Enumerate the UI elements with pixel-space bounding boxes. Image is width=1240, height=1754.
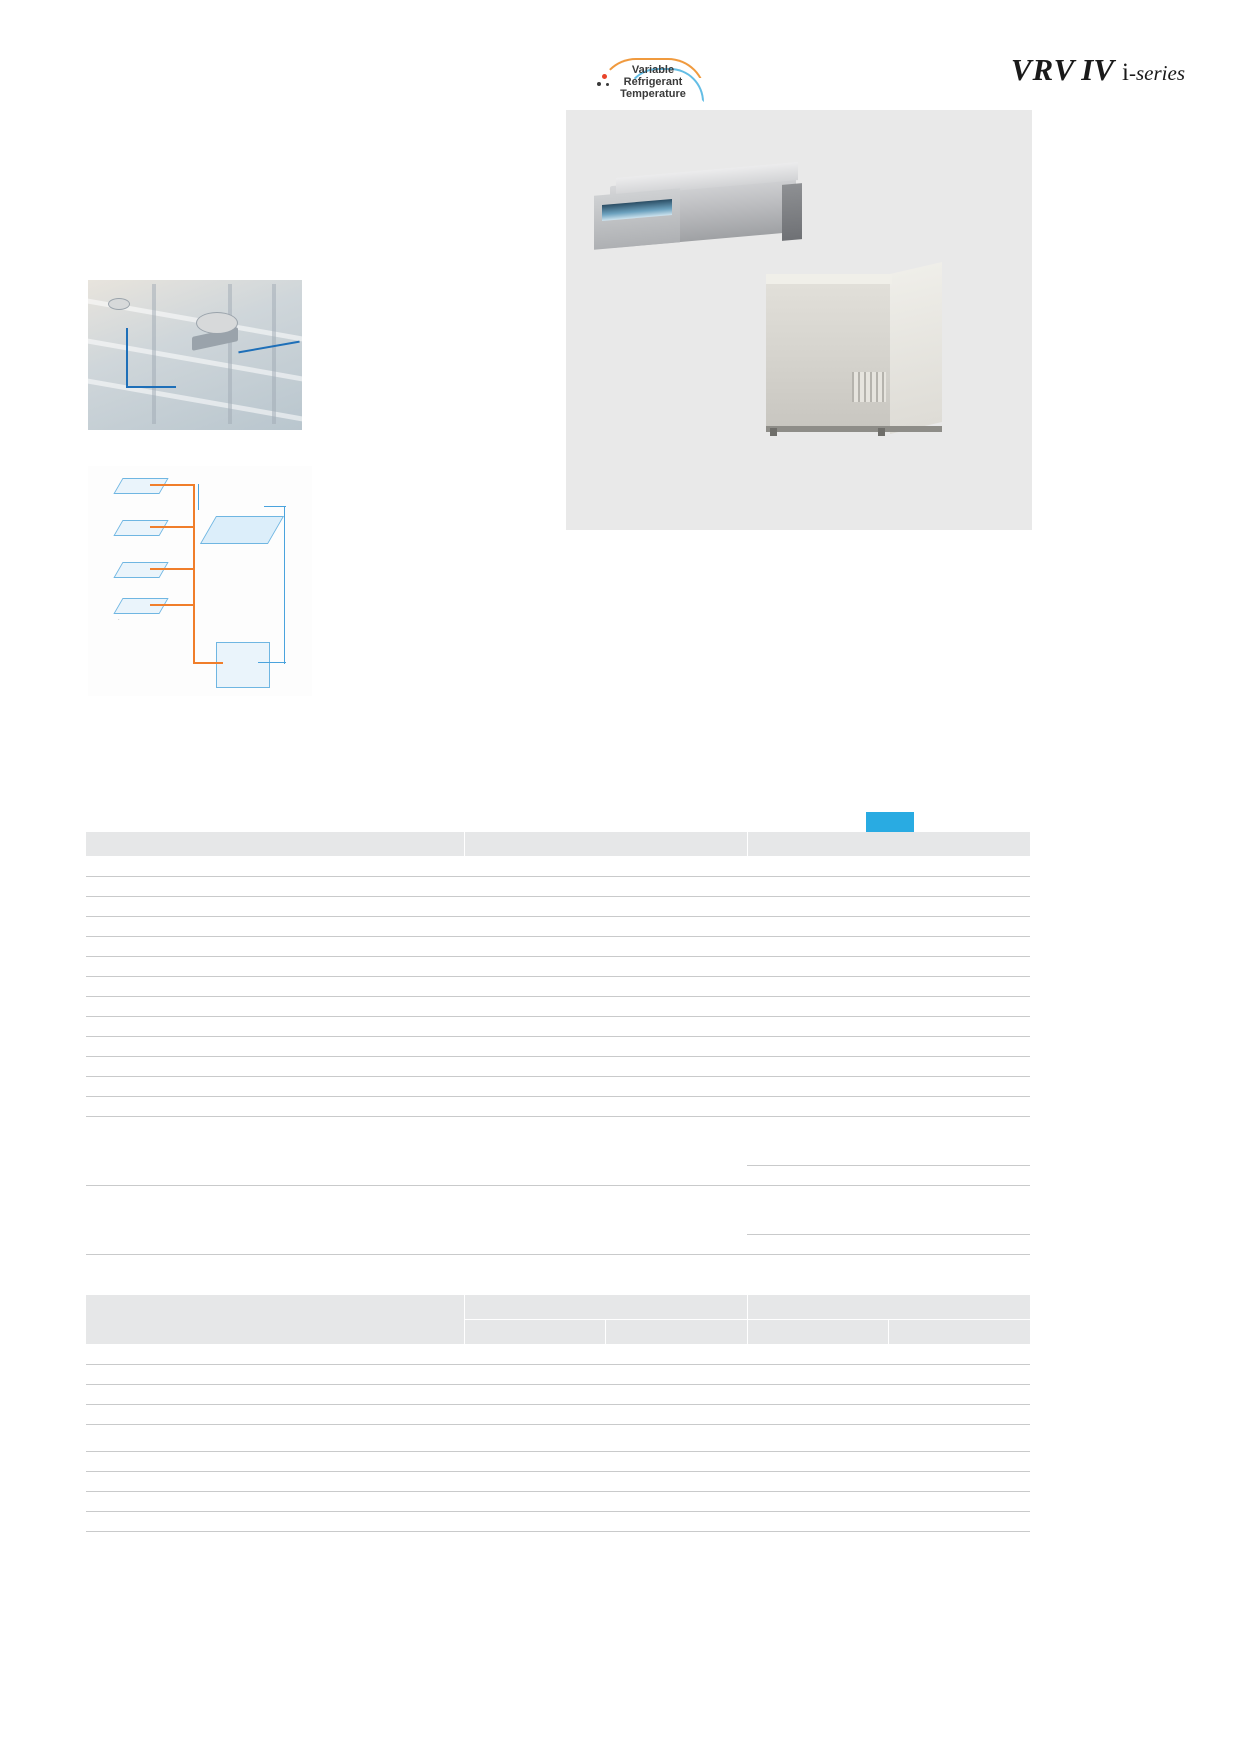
table-row [86, 1295, 1030, 1320]
table2-value-cell [605, 1425, 747, 1452]
table2-header-cell [747, 1295, 1030, 1320]
vrt-dot-icon [597, 82, 601, 86]
table2-label-cell [86, 1405, 464, 1425]
building-outdoor-unit [196, 312, 238, 334]
table1-label-cell [86, 1097, 464, 1117]
table1-value-cell [747, 997, 1030, 1017]
table1-label-cell [86, 857, 464, 877]
table1-value-cell [464, 877, 747, 897]
page-title [1011, 52, 1185, 88]
table1-value-cell [464, 1037, 747, 1057]
table2-value-cell [747, 1512, 888, 1532]
table2-value-cell [464, 1492, 605, 1512]
table1-value-cell [464, 897, 747, 917]
table1-value-cell [464, 917, 747, 937]
table2-label-cell [86, 1492, 464, 1512]
table2-value-cell [464, 1365, 605, 1385]
table1-label-cell [86, 1141, 464, 1166]
table2-value-cell [605, 1512, 747, 1532]
table1-header-cell [747, 832, 1030, 857]
system-schematic-diagram [88, 466, 312, 696]
table2-label-cell [86, 1512, 464, 1532]
schematic-pipe-blue [258, 662, 286, 663]
table2-label-cell [86, 1365, 464, 1385]
section-accent-tab [866, 812, 914, 834]
building-arrow-line [238, 341, 299, 354]
table-row [86, 1405, 1030, 1425]
schematic-pipe [150, 568, 194, 570]
table2-subheader-cell [888, 1320, 1030, 1345]
table2-label-cell [86, 1345, 464, 1365]
building-illustration [88, 280, 302, 430]
schematic-bs-unit [200, 516, 284, 544]
table1-value-cell [747, 1210, 1030, 1235]
table2-value-cell [464, 1425, 605, 1452]
table-row [86, 1235, 1030, 1255]
table1-label-cell [86, 1017, 464, 1037]
building-pipe-line [126, 328, 128, 388]
table2-label-cell [86, 1452, 464, 1472]
table-row [86, 877, 1030, 897]
table1-value-cell [747, 1186, 1030, 1211]
schematic-indoor-unit [113, 562, 168, 578]
table-row [86, 1255, 1030, 1275]
table1-header-cell [86, 832, 464, 857]
table2-value-cell [747, 1365, 888, 1385]
table-row [86, 917, 1030, 937]
vrt-line-1: Variable [631, 64, 675, 76]
table2-value-cell [747, 1405, 888, 1425]
building-wall [152, 284, 156, 424]
table2-value-cell [747, 1452, 888, 1472]
table1-label-cell [86, 897, 464, 917]
schematic-pipe [193, 662, 223, 664]
schematic-pipe [150, 526, 194, 528]
table-row [86, 1117, 1030, 1142]
table2-label-cell [86, 1385, 464, 1405]
table1-value-cell [747, 1017, 1030, 1037]
building-roof-unit [108, 298, 130, 310]
table1-label-cell [86, 1037, 464, 1057]
table-row [86, 1492, 1030, 1512]
table2-value-cell [888, 1345, 1030, 1365]
table-row [86, 1385, 1030, 1405]
schematic-pipe-blue [264, 506, 286, 507]
table2-value-cell [605, 1472, 747, 1492]
table-row [86, 1166, 1030, 1186]
table1-value-cell [464, 1141, 747, 1166]
table1-label-cell [86, 917, 464, 937]
table1-value-cell [464, 957, 747, 977]
schematic-pipe [150, 604, 194, 606]
table-row [86, 857, 1030, 877]
table1-value-cell [464, 857, 747, 877]
table-row [86, 997, 1030, 1017]
outdoor-unit-image [766, 268, 946, 436]
table2-subheader-cell [464, 1320, 605, 1345]
table2-value-cell [464, 1385, 605, 1405]
table-row [86, 1472, 1030, 1492]
table-row [86, 897, 1030, 917]
table1-value-cell [747, 977, 1030, 997]
table1-header-cell [464, 832, 747, 857]
table1-value-cell [464, 1077, 1030, 1097]
table1-value-cell [464, 1166, 747, 1186]
table-row [86, 1057, 1030, 1077]
table2-value-cell [747, 1345, 888, 1365]
table2-header-cell [86, 1295, 464, 1345]
table1-label-cell [86, 877, 464, 897]
table2-value-cell [605, 1365, 747, 1385]
specifications-table-2 [86, 1295, 1030, 1532]
table2-value-cell [605, 1452, 747, 1472]
table1-value-cell [747, 917, 1030, 937]
table1-value-cell [747, 1141, 1030, 1166]
outdoor-unit-base [766, 426, 942, 432]
table1-value-cell [747, 897, 1030, 917]
table1-label-cell [86, 957, 464, 977]
table-row [86, 1365, 1030, 1385]
table1-value-cell [464, 997, 747, 1017]
table2-value-cell [888, 1492, 1030, 1512]
specifications-table-1 [86, 832, 1030, 1274]
table1-value-cell [464, 937, 747, 957]
building-pipe-line [126, 386, 176, 388]
table1-value-cell [464, 1235, 747, 1255]
brand-vrv: VRV [1010, 52, 1076, 87]
table1-label-cell [86, 1235, 464, 1255]
table-row [86, 1017, 1030, 1037]
table1-value-cell [464, 1117, 747, 1142]
table2-value-cell [888, 1405, 1030, 1425]
table2-subheader-cell [605, 1320, 747, 1345]
table1-value-cell [464, 1017, 747, 1037]
table-row [86, 1186, 1030, 1211]
duct-side-shape [782, 183, 802, 241]
table1-value-cell [464, 1210, 747, 1235]
table-row [86, 977, 1030, 997]
table-row [86, 1452, 1030, 1472]
table1-label-cell [86, 1077, 464, 1097]
schematic-outdoor-unit [216, 642, 270, 688]
table2-value-cell [888, 1452, 1030, 1472]
table1-value-cell [747, 957, 1030, 977]
schematic-pipe-blue [198, 484, 199, 510]
table1-label-cell [86, 997, 464, 1017]
schematic-indoor-unit [113, 520, 168, 536]
table1-label-cell [86, 1255, 464, 1275]
table2-value-cell [888, 1385, 1030, 1405]
table2-value-cell [747, 1472, 888, 1492]
table1-value-cell [747, 1057, 1030, 1077]
table1-body [86, 832, 1030, 1274]
table1-label-cell [86, 937, 464, 957]
outdoor-unit-top-panel [766, 274, 892, 284]
table-row [86, 957, 1030, 977]
outdoor-unit-side-panel [890, 262, 942, 434]
outdoor-unit-louver [852, 372, 886, 402]
table-row [86, 1425, 1030, 1452]
outdoor-unit-foot [770, 428, 777, 436]
table2-value-cell [464, 1472, 605, 1492]
table2-value-cell [464, 1452, 605, 1472]
table1-value-cell [464, 1057, 747, 1077]
schematic-pipe [150, 484, 194, 486]
table-row [86, 937, 1030, 957]
table2-value-cell [888, 1472, 1030, 1492]
vrt-line-3: Temperature [620, 88, 686, 100]
table1-value-cell [464, 1255, 747, 1275]
table1-value-cell [747, 857, 1030, 877]
table1-label-cell [86, 1166, 464, 1186]
schematic-indoor-unit [113, 598, 168, 614]
series-word: -series [1129, 61, 1185, 85]
outdoor-unit-front-panel [766, 280, 890, 428]
table2-label-cell [86, 1472, 464, 1492]
product-photo-panel [566, 110, 1032, 530]
table2-body [86, 1295, 1030, 1532]
table1-value-cell [464, 1186, 747, 1211]
table1-value-cell [747, 877, 1030, 897]
table-row [86, 1077, 1030, 1097]
table2-value-cell [605, 1345, 747, 1365]
table1-value-cell [747, 937, 1030, 957]
table2-value-cell [605, 1405, 747, 1425]
table1-value-cell [464, 977, 747, 997]
table2-value-cell [888, 1365, 1030, 1385]
table2-value-cell [464, 1405, 605, 1425]
table-row [86, 1097, 1030, 1117]
schematic-pipe-riser [193, 484, 195, 664]
table1-value-cell [464, 1097, 1030, 1117]
table1-value-cell [747, 1235, 1030, 1255]
table2-value-cell [464, 1345, 605, 1365]
building-wall [272, 284, 276, 424]
table1-value-cell [747, 1117, 1030, 1142]
series-suffix [1122, 59, 1185, 86]
building-floor-line [88, 377, 302, 424]
table2-subheader-cell [747, 1320, 888, 1345]
building-wall [228, 284, 232, 424]
table1-label-cell [86, 977, 464, 997]
series-letter-i: i [1122, 59, 1129, 86]
vrt-dot-icon [602, 74, 607, 79]
table2-label-cell [86, 1425, 464, 1452]
table2-value-cell [888, 1512, 1030, 1532]
schematic-caption: - [118, 616, 120, 621]
table2-header-cell [464, 1295, 747, 1320]
table1-label-cell [86, 1210, 464, 1235]
schematic-indoor-unit [113, 478, 168, 494]
table-row [86, 1345, 1030, 1365]
ducted-indoor-unit-image [586, 170, 801, 265]
table2-value-cell [888, 1425, 1030, 1452]
table2-value-cell [747, 1492, 888, 1512]
table2-value-cell [605, 1385, 747, 1405]
table2-value-cell [747, 1425, 888, 1452]
table1-value-cell [747, 1255, 1030, 1275]
table1-label-cell [86, 1186, 464, 1211]
table1-value-cell [747, 1037, 1030, 1057]
generation-iv: IV [1081, 52, 1115, 87]
vrt-logo-text [610, 64, 696, 100]
variable-refrigerant-temperature-logo [594, 56, 706, 112]
schematic-pipe-blue [284, 506, 285, 664]
table-row [86, 1037, 1030, 1057]
table2-value-cell [464, 1512, 605, 1532]
table1-label-cell [86, 1117, 464, 1142]
outdoor-unit-foot [878, 428, 885, 436]
vrt-dot-icon [606, 83, 609, 86]
table1-value-cell [747, 1166, 1030, 1186]
table-row [86, 1512, 1030, 1532]
table2-value-cell [605, 1492, 747, 1512]
table2-value-cell [747, 1385, 888, 1405]
table-row [86, 1141, 1030, 1166]
vrt-line-2: Refrigerant [623, 76, 683, 88]
table-row [86, 1210, 1030, 1235]
table-row [86, 832, 1030, 857]
table1-label-cell [86, 1057, 464, 1077]
